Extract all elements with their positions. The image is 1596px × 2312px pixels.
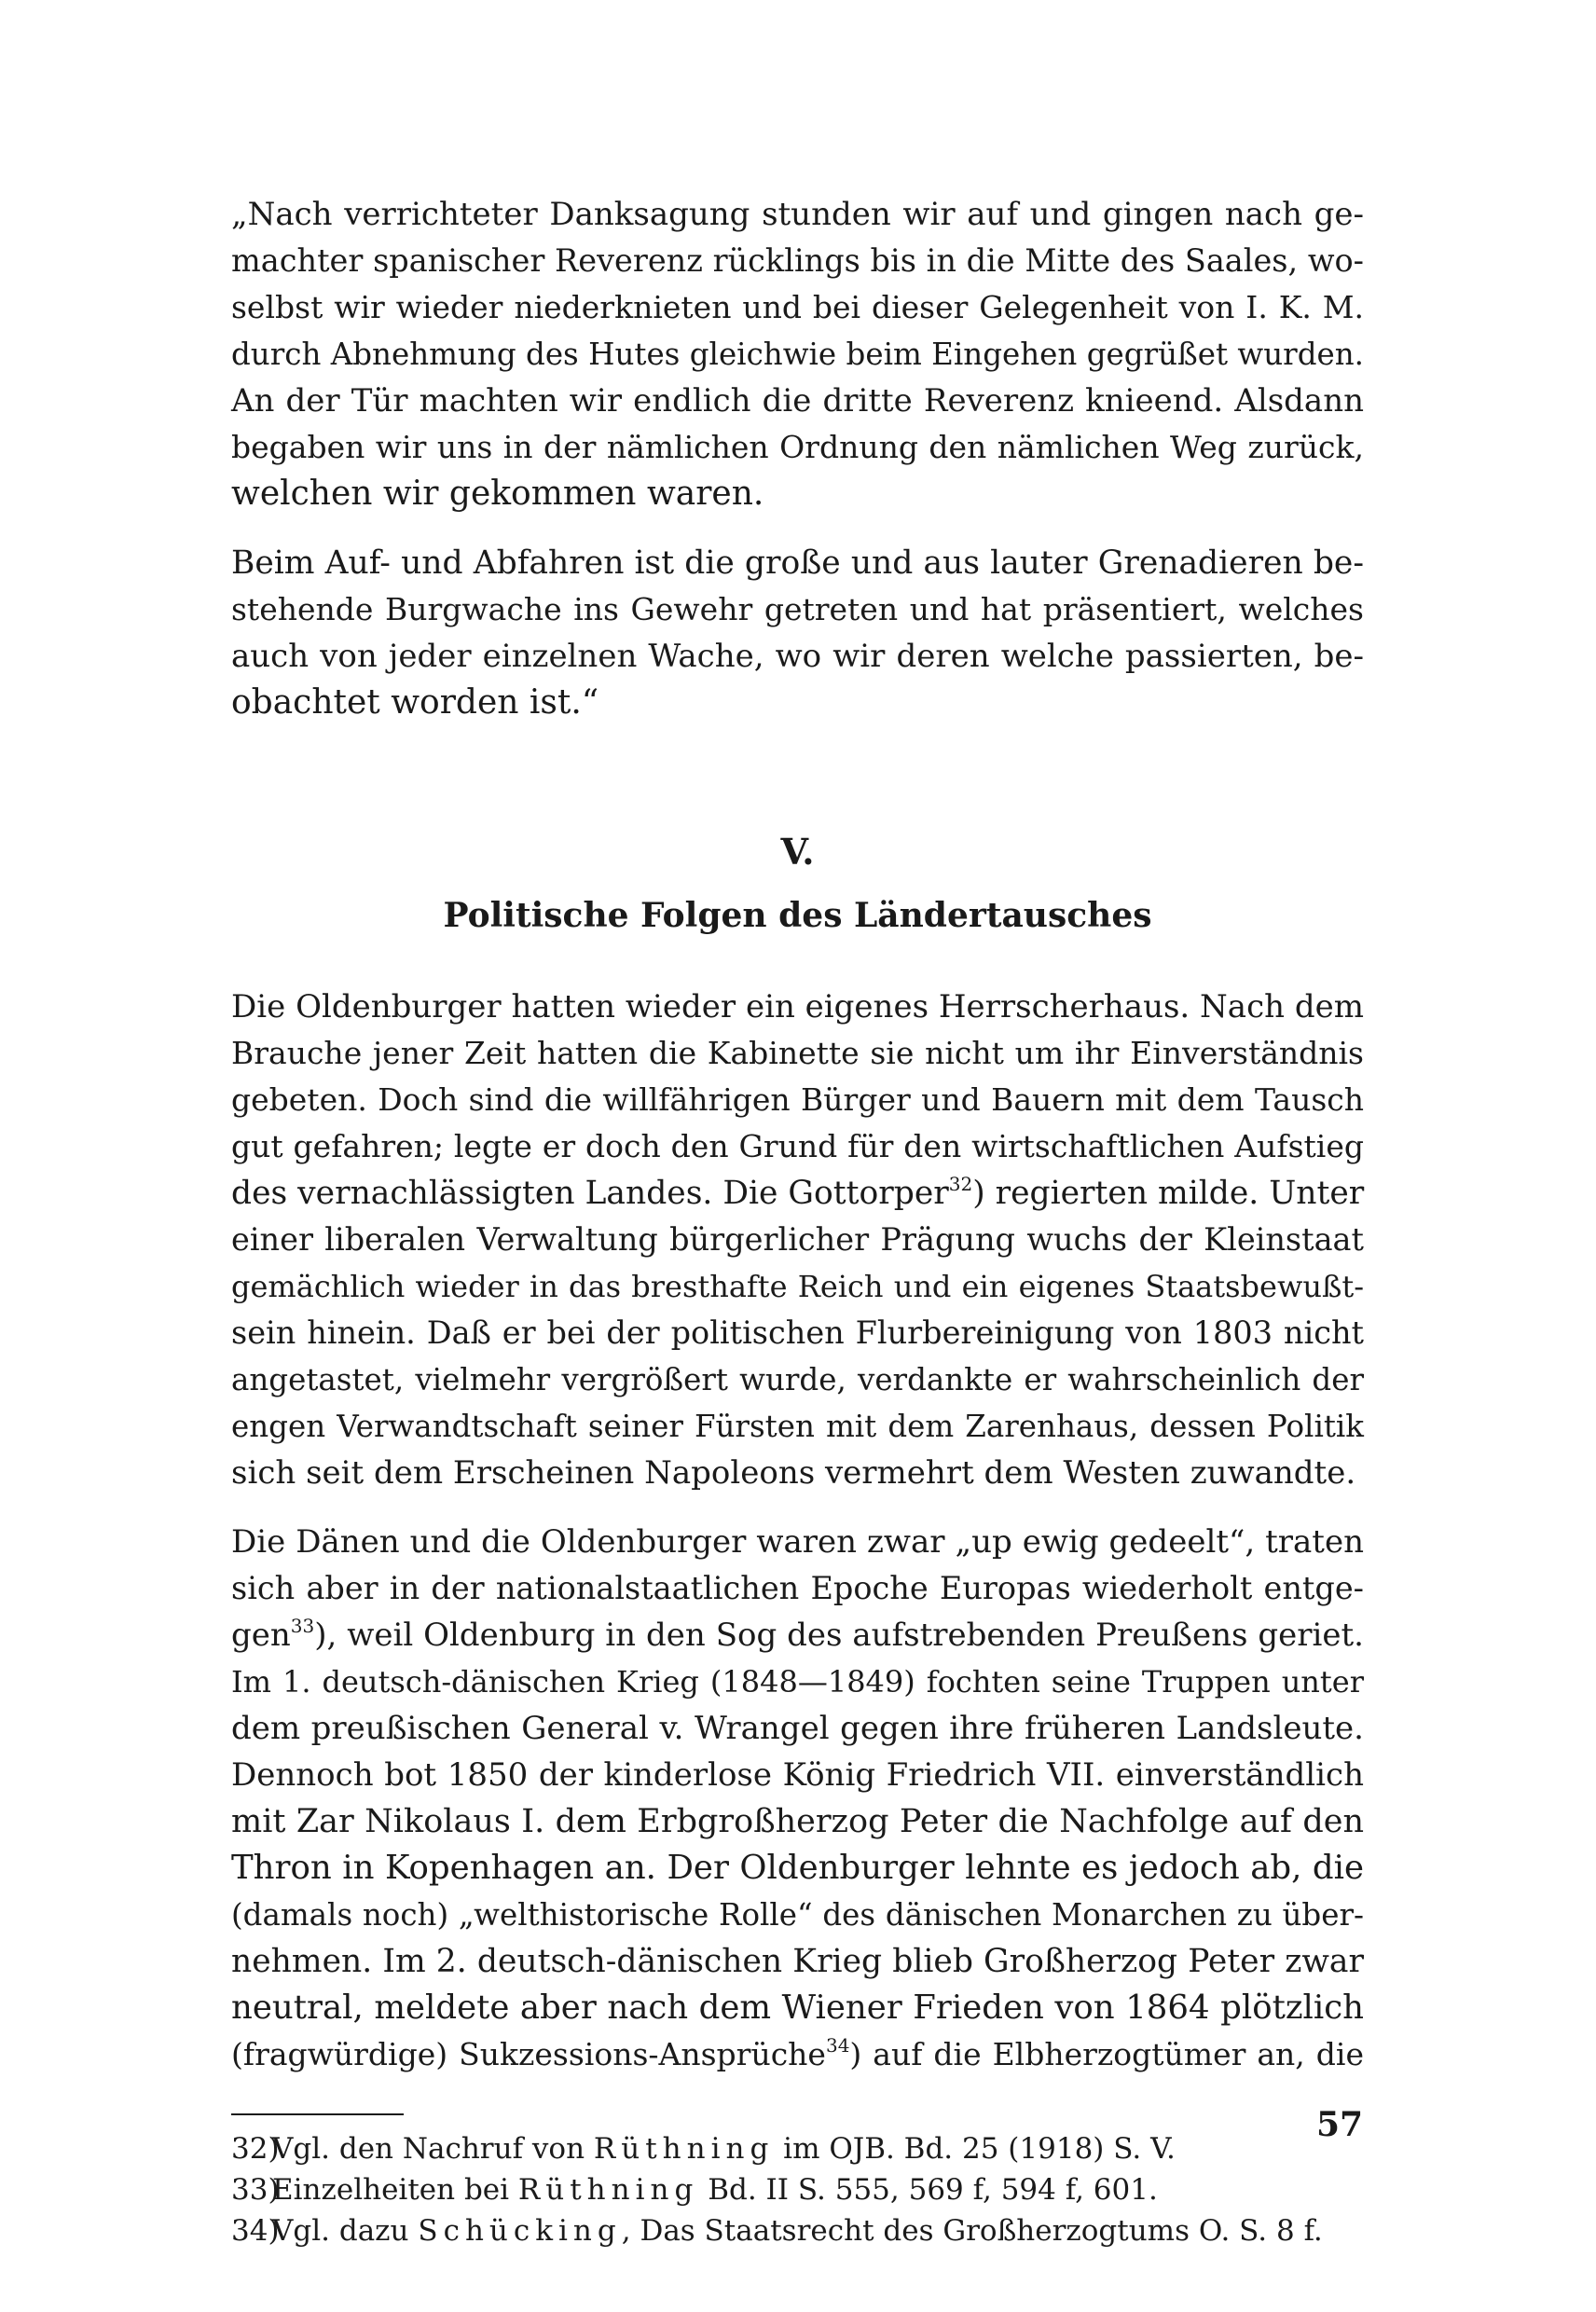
chapter-number: V. — [780, 831, 815, 873]
text-segment: ), weil Oldenburg in den Sog des aufstrebenden Preußens geriet. — [314, 1617, 1364, 1654]
text-line: Thron in Kopenhagen an. Der Oldenburger lehnte es jedoch ab, die — [231, 1849, 1364, 1887]
text-line: „Nach verrichteter Danksagung stunden wir auf und gingen nach ge- — [231, 196, 1364, 233]
text-line: dem preußischen General v. Wrangel gegen ihre früheren Landsleute. — [231, 1710, 1364, 1747]
text-line — [231, 2031, 1364, 2078]
body-paragraph-2 — [231, 1519, 1364, 2078]
text-segment: (fragwürdige) Sukzessions-Ansprüche — [231, 2036, 826, 2072]
footnote-mark: 32) — [231, 2132, 280, 2166]
text-line: einer liberalen Verwaltung bürgerlicher Prägung wuchs der Kleinstaat — [231, 1221, 1364, 1258]
footnote-text: Vgl. den Nachruf von — [272, 2132, 594, 2166]
text-line: auch von jeder einzelnen Wache, wo wir deren welche passierten, be- — [231, 638, 1364, 675]
text-line: welchen wir gekommen waren. — [231, 475, 764, 513]
author-name: Rüthning — [517, 2173, 699, 2207]
footnote — [231, 2210, 1364, 2251]
text-line: engen Verwandtschaft seiner Fürsten mit dem Zarenhaus, dessen Politik — [231, 1409, 1364, 1444]
text-line: selbst wir wieder niederknieten und bei dieser Gelegenheit von I. K. M. — [231, 289, 1364, 325]
text-line: obachtet worden ist.“ — [231, 683, 599, 722]
footnote-text: im OJB. Bd. 25 (1918) S. V. — [774, 2132, 1176, 2166]
footnote-text: Einzelheiten bei — [272, 2173, 518, 2207]
text-line: mit Zar Nikolaus I. dem Erbgroßherzog Peter die Nachfolge auf den — [231, 1803, 1364, 1840]
chapter-title: Politische Folgen des Ländertausches — [443, 896, 1152, 935]
text-line: Die Dänen und die Oldenburger waren zwar „up ewig gedeelt“, traten — [231, 1523, 1364, 1561]
text-line: (damals noch) „welthistorische Rolle“ des dänischen Monarchen zu über- — [231, 1897, 1364, 1933]
text-line: durch Abnehmung des Hutes gleichwie beim Eingehen gegrüßet wurden. — [231, 337, 1364, 372]
footnote-ref: 34 — [825, 2034, 850, 2057]
text-line: Im 1. deutsch-dänischen Krieg (1848—1849) fochten seine Truppen unter — [231, 1664, 1364, 1700]
text-line: Brauche jener Zeit hatten die Kabinette sie nicht um ihr Einverständnis — [231, 1035, 1364, 1071]
text-line: angetastet, vielmehr vergrößert wurde, verdankte er wahrscheinlich der — [231, 1362, 1364, 1397]
text-line: gemächlich wieder in das bresthafte Reich und ein eigenes Staatsbewußt- — [231, 1269, 1364, 1304]
text-line: nehmen. Im 2. deutsch-dänischen Krieg blieb Großherzog Peter zwar — [231, 1943, 1364, 1980]
author-name: Schücking — [418, 2214, 622, 2248]
text-line — [231, 1170, 1364, 1217]
text-line: gut gefahren; legte er doch den Grund für den wirtschaftlichen Aufstieg — [231, 1128, 1364, 1164]
author-name: Rüthning — [593, 2132, 775, 2166]
text-line: stehende Burgwache ins Gewehr getreten und hat präsentiert, welches — [231, 591, 1364, 627]
text-line: machter spanischer Reverenz rücklings bis in die Mitte des Saales, wo- — [231, 242, 1364, 279]
footnote-text: , Das Staatsrecht des Großherzogtums O. S. 8 f. — [621, 2214, 1323, 2248]
text-line: neutral, meldete aber nach dem Wiener Frieden von 1864 plötzlich — [231, 1989, 1364, 2027]
text-line: sein hinein. Daß er bei der politischen Flurbereinigung von 1803 nicht — [231, 1314, 1364, 1351]
text-line: An der Tür machten wir endlich die dritte Reverenz knieend. Alsdann — [231, 382, 1364, 420]
footnote — [231, 2128, 1364, 2169]
text-segment: gen — [231, 1617, 291, 1654]
page-number: 57 — [1316, 2105, 1364, 2144]
text-line: sich seit dem Erscheinen Napoleons vermehrt dem Westen zuwandte. — [231, 1454, 1356, 1492]
text-line: Dennoch bot 1850 der kinderlose König Friedrich VII. einverständlich — [231, 1756, 1364, 1794]
footnote-text: Bd. II S. 555, 569 f, 594 f, 601. — [698, 2173, 1158, 2207]
quote-paragraph-2 — [231, 540, 1364, 726]
text-segment: ) regierten milde. Unter — [972, 1175, 1365, 1212]
footnote-text: Vgl. dazu — [272, 2214, 419, 2248]
footnote — [231, 2169, 1364, 2210]
footnote-mark: 33) — [231, 2173, 280, 2207]
footnote-ref: 32 — [948, 1173, 973, 1195]
body-paragraph-1 — [231, 984, 1364, 1496]
text-line: sich aber in der nationalstaatlichen Epoche Europas wiederholt entge- — [231, 1570, 1364, 1606]
text-line: begaben wir uns in der nämlichen Ordnung den nämlichen Weg zurück, — [231, 429, 1364, 465]
footnote-mark: 34) — [231, 2214, 280, 2248]
quote-paragraph-1 — [231, 191, 1364, 517]
text-line: Beim Auf- und Abfahren ist die große und aus lauter Grenadieren be- — [231, 544, 1364, 582]
footnotes — [231, 2128, 1364, 2251]
text-segment: des vernachlässigten Landes. Die Gottorper — [231, 1175, 949, 1212]
text-line: Die Oldenburger hatten wieder ein eigenes Herrscherhaus. Nach dem — [231, 988, 1364, 1025]
text-line — [231, 1612, 1364, 1658]
page-body — [231, 191, 1364, 2251]
text-segment: ) auf die Elbherzogtümer an, die — [849, 2036, 1364, 2072]
footnote-ref: 33 — [290, 1615, 315, 1637]
text-line: gebeten. Doch sind die willfährigen Bürger und Bauern mit dem Tausch — [231, 1081, 1364, 1118]
